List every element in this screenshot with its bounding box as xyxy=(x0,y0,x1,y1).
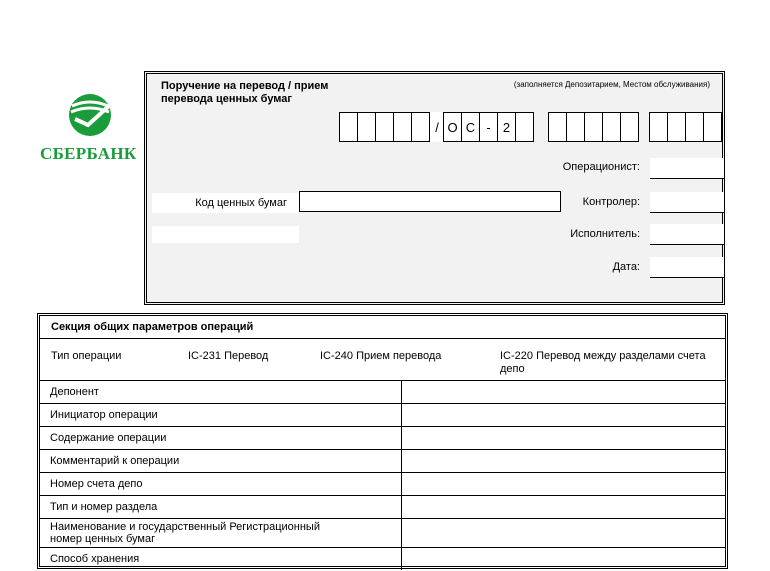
row-label: Способ хранения xyxy=(40,548,402,570)
table-row xyxy=(40,381,725,404)
params-table xyxy=(40,380,725,570)
code-cell[interactable] xyxy=(584,112,603,142)
code-cell: 2 xyxy=(497,112,516,142)
divider xyxy=(40,338,725,339)
row-value[interactable] xyxy=(402,381,726,404)
securities-code-input[interactable] xyxy=(299,191,561,212)
form-note: (заполняется Депозитарием, Местом обслуживания) xyxy=(513,80,710,89)
code-cell[interactable] xyxy=(411,112,430,142)
code-cell[interactable] xyxy=(393,112,412,142)
code-cell: О xyxy=(443,112,462,142)
code-slash: / xyxy=(435,119,439,135)
table-row xyxy=(40,473,725,496)
table-row xyxy=(40,496,725,519)
code-cell[interactable] xyxy=(357,112,376,142)
section-title: Секция общих параметров операций xyxy=(51,321,254,333)
code-cell[interactable] xyxy=(566,112,585,142)
logo-text: СБЕРБАНК xyxy=(40,144,137,163)
executor-label: Исполнитель: xyxy=(570,228,640,240)
code-cell: - xyxy=(479,112,498,142)
executor-field[interactable] xyxy=(650,224,724,245)
code-cells-group-1 xyxy=(340,112,534,142)
date-label: Дата: xyxy=(612,261,640,273)
code-cells-group-2 xyxy=(549,112,639,142)
code-cell[interactable] xyxy=(685,112,704,142)
code-cells-group-3 xyxy=(650,112,722,142)
row-value[interactable] xyxy=(402,519,726,548)
operation-option-220[interactable]: IC-220 Перевод между разделами счета депо xyxy=(500,350,706,375)
row-label: Депонент xyxy=(40,381,402,404)
row-value[interactable] xyxy=(402,404,726,427)
code-cell[interactable] xyxy=(515,112,534,142)
form-title: Поручение на перевод / прием перевода ценных бумаг xyxy=(161,80,329,105)
row-label: Комментарий к операции xyxy=(40,450,402,473)
sberbank-logo xyxy=(36,92,144,164)
code-cell[interactable] xyxy=(667,112,686,142)
sberbank-emblem-icon xyxy=(67,92,113,138)
table-row xyxy=(40,548,725,570)
code-cell[interactable] xyxy=(548,112,567,142)
securities-code-label: Код ценных бумаг xyxy=(152,193,299,213)
row-label: Наименование и государственный Регистрационный номер ценных бумаг xyxy=(40,519,402,548)
operation-option-231[interactable]: IC-231 Перевод xyxy=(188,350,269,362)
controller-field[interactable] xyxy=(650,192,724,213)
code-cell[interactable] xyxy=(649,112,668,142)
row-value[interactable] xyxy=(402,427,726,450)
date-field[interactable] xyxy=(650,257,724,278)
row-label: Номер счета депо xyxy=(40,473,402,496)
general-params-section xyxy=(37,313,728,569)
row-label: Инициатор операции xyxy=(40,404,402,427)
row-label: Тип и номер раздела xyxy=(40,496,402,519)
code-cell[interactable] xyxy=(339,112,358,142)
operator-field[interactable] xyxy=(650,158,724,179)
operator-label: Операционист: xyxy=(562,161,640,173)
table-row xyxy=(40,450,725,473)
code-cell[interactable] xyxy=(703,112,722,142)
code-cell[interactable] xyxy=(602,112,621,142)
row-value[interactable] xyxy=(402,496,726,519)
code-cell: С xyxy=(461,112,480,142)
code-cell[interactable] xyxy=(620,112,639,142)
order-form-header xyxy=(144,71,725,305)
row-label: Содержание операции xyxy=(40,427,402,450)
table-row xyxy=(40,519,725,548)
row-value[interactable] xyxy=(402,473,726,496)
controller-label: Контролер: xyxy=(582,196,640,208)
table-row xyxy=(40,427,725,450)
table-row xyxy=(40,404,725,427)
row-value[interactable] xyxy=(402,548,726,570)
blank-field xyxy=(152,226,299,243)
row-value[interactable] xyxy=(402,450,726,473)
operation-option-240[interactable]: IC-240 Прием перевода xyxy=(320,350,442,362)
operation-type-label: Тип операции xyxy=(51,350,122,362)
code-cell[interactable] xyxy=(375,112,394,142)
